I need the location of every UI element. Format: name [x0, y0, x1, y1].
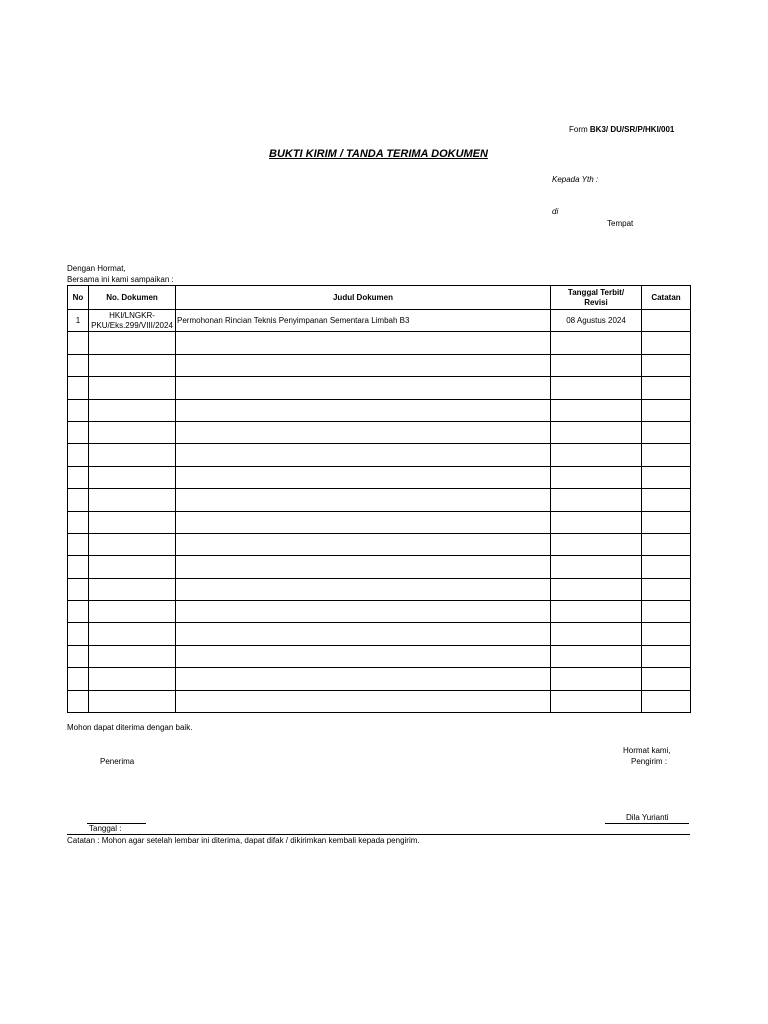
cell-catatan	[642, 578, 691, 600]
page-title: BUKTI KIRIM / TANDA TERIMA DOKUMEN	[269, 148, 488, 160]
table-row	[68, 310, 691, 332]
cell-judul	[176, 466, 551, 488]
cell-judul	[176, 668, 551, 690]
cell-catatan	[642, 332, 691, 354]
header-tanggal-line2: Revisi	[584, 297, 608, 307]
header-catatan: Catatan	[642, 286, 691, 310]
cell-no	[68, 444, 89, 466]
cell-tanggal	[551, 444, 642, 466]
table-row-empty	[68, 601, 691, 623]
cell-tanggal	[551, 601, 642, 623]
cell-catatan	[642, 377, 691, 399]
table-row-empty	[68, 354, 691, 376]
kepada-label: Kepada Yth :	[552, 175, 599, 184]
cell-catatan	[642, 623, 691, 645]
header-judul-dokumen: Judul Dokumen	[176, 286, 551, 310]
table-row-empty	[68, 332, 691, 354]
cell-no: 1	[68, 310, 89, 332]
cell-no-dokumen	[89, 377, 176, 399]
cell-no-dokumen	[89, 310, 176, 332]
signer-name: Dila Yurianti	[626, 813, 669, 822]
cell-judul	[176, 690, 551, 712]
cell-no	[68, 690, 89, 712]
cell-judul	[176, 511, 551, 533]
tempat-label: Tempat	[607, 219, 634, 228]
cell-catatan	[642, 310, 691, 332]
header-no: No	[68, 286, 89, 310]
cell-catatan	[642, 690, 691, 712]
cell-catatan	[642, 399, 691, 421]
cell-no-dokumen-line1: HKI/LNGKR-	[109, 310, 155, 320]
cell-judul	[176, 601, 551, 623]
cell-tanggal	[551, 421, 642, 443]
cell-tanggal	[551, 533, 642, 555]
cell-no	[68, 668, 89, 690]
document-table	[67, 285, 691, 713]
cell-judul	[176, 444, 551, 466]
cell-catatan	[642, 601, 691, 623]
cell-tanggal	[551, 690, 642, 712]
table-row-empty	[68, 578, 691, 600]
table-row-empty	[68, 489, 691, 511]
table-row-empty	[68, 421, 691, 443]
pengirim-label: Pengirim :	[631, 757, 668, 766]
cell-judul	[176, 377, 551, 399]
cell-no-dokumen	[89, 399, 176, 421]
cell-catatan	[642, 511, 691, 533]
cell-tanggal	[551, 399, 642, 421]
table-row-empty	[68, 556, 691, 578]
cell-tanggal	[551, 645, 642, 667]
form-code	[569, 125, 674, 134]
header-tanggal	[551, 286, 642, 310]
footer-divider	[67, 834, 690, 835]
cell-tanggal	[551, 578, 642, 600]
form-code-prefix: Form	[569, 125, 590, 134]
closing-text: Mohon dapat diterima dengan baik.	[67, 723, 193, 732]
cell-no	[68, 645, 89, 667]
cell-judul	[176, 533, 551, 555]
cell-no	[68, 332, 89, 354]
cell-catatan	[642, 444, 691, 466]
cell-tanggal	[551, 668, 642, 690]
cell-no	[68, 623, 89, 645]
table-row-empty	[68, 399, 691, 421]
cell-no-dokumen	[89, 533, 176, 555]
cell-tanggal	[551, 354, 642, 376]
cell-catatan	[642, 354, 691, 376]
cell-tanggal	[551, 556, 642, 578]
table-row-empty	[68, 466, 691, 488]
cell-tanggal	[551, 332, 642, 354]
cell-tanggal	[551, 511, 642, 533]
greeting-text: Dengan Hormat,	[67, 264, 126, 273]
cell-tanggal	[551, 377, 642, 399]
cell-no	[68, 533, 89, 555]
cell-tanggal	[551, 466, 642, 488]
cell-tanggal	[551, 489, 642, 511]
cell-judul	[176, 623, 551, 645]
cell-judul	[176, 556, 551, 578]
cell-judul	[176, 578, 551, 600]
cell-no	[68, 601, 89, 623]
cell-no	[68, 489, 89, 511]
table-row-empty	[68, 511, 691, 533]
cell-no-dokumen	[89, 489, 176, 511]
table-row-empty	[68, 623, 691, 645]
signer-line	[605, 823, 689, 824]
table-header-row	[68, 286, 691, 310]
cell-catatan	[642, 645, 691, 667]
cell-no-dokumen	[89, 332, 176, 354]
cell-no-dokumen	[89, 623, 176, 645]
tanggal-label: Tanggal :	[89, 824, 122, 833]
cell-no-dokumen	[89, 556, 176, 578]
table-row-empty	[68, 377, 691, 399]
cell-judul	[176, 421, 551, 443]
cell-judul	[176, 354, 551, 376]
cell-judul	[176, 399, 551, 421]
cell-no	[68, 354, 89, 376]
cell-catatan	[642, 421, 691, 443]
cell-judul	[176, 332, 551, 354]
cell-no-dokumen	[89, 421, 176, 443]
cell-tanggal: 08 Agustus 2024	[551, 310, 642, 332]
di-label: di	[552, 207, 559, 216]
penerima-label: Penerima	[100, 757, 135, 766]
cell-no-dokumen	[89, 466, 176, 488]
cell-no	[68, 399, 89, 421]
header-tanggal-line1: Tanggal Terbit/	[567, 287, 625, 297]
table-row-empty	[68, 668, 691, 690]
form-code-value: BK3/ DU/SR/P/HKI/001	[589, 125, 675, 134]
cell-judul: Permohonan Rincian Teknis Penyimpanan Sementara Limbah B3	[176, 310, 551, 332]
cell-no	[68, 466, 89, 488]
cell-judul	[176, 645, 551, 667]
cell-no	[68, 511, 89, 533]
hormat-text: Hormat kami,	[623, 746, 671, 755]
cell-catatan	[642, 489, 691, 511]
table-row-empty	[68, 645, 691, 667]
catatan-note: Catatan : Mohon agar setelah lembar ini diterima, dapat difak / dikirimkan kembali kepada pengirim.	[67, 836, 420, 845]
table-row-empty	[68, 690, 691, 712]
cell-judul	[176, 489, 551, 511]
cell-no-dokumen	[89, 645, 176, 667]
cell-no-dokumen	[89, 690, 176, 712]
cell-no-dokumen	[89, 354, 176, 376]
cell-no-dokumen	[89, 668, 176, 690]
cell-catatan	[642, 466, 691, 488]
cell-no	[68, 556, 89, 578]
cell-no	[68, 578, 89, 600]
cell-no-dokumen	[89, 578, 176, 600]
table-row-empty	[68, 533, 691, 555]
cell-no	[68, 421, 89, 443]
cell-no-dokumen	[89, 444, 176, 466]
table-row-empty	[68, 444, 691, 466]
cell-catatan	[642, 556, 691, 578]
cell-no-dokumen	[89, 601, 176, 623]
cell-no	[68, 377, 89, 399]
cell-tanggal	[551, 623, 642, 645]
cell-catatan	[642, 668, 691, 690]
cell-catatan	[642, 533, 691, 555]
intro-text: Bersama ini kami sampaikan :	[67, 275, 174, 284]
cell-no-dokumen	[89, 511, 176, 533]
cell-no-dokumen-line2: PKU/Eks.299/VIII/2024	[91, 320, 173, 330]
header-no-dokumen: No. Dokumen	[89, 286, 176, 310]
